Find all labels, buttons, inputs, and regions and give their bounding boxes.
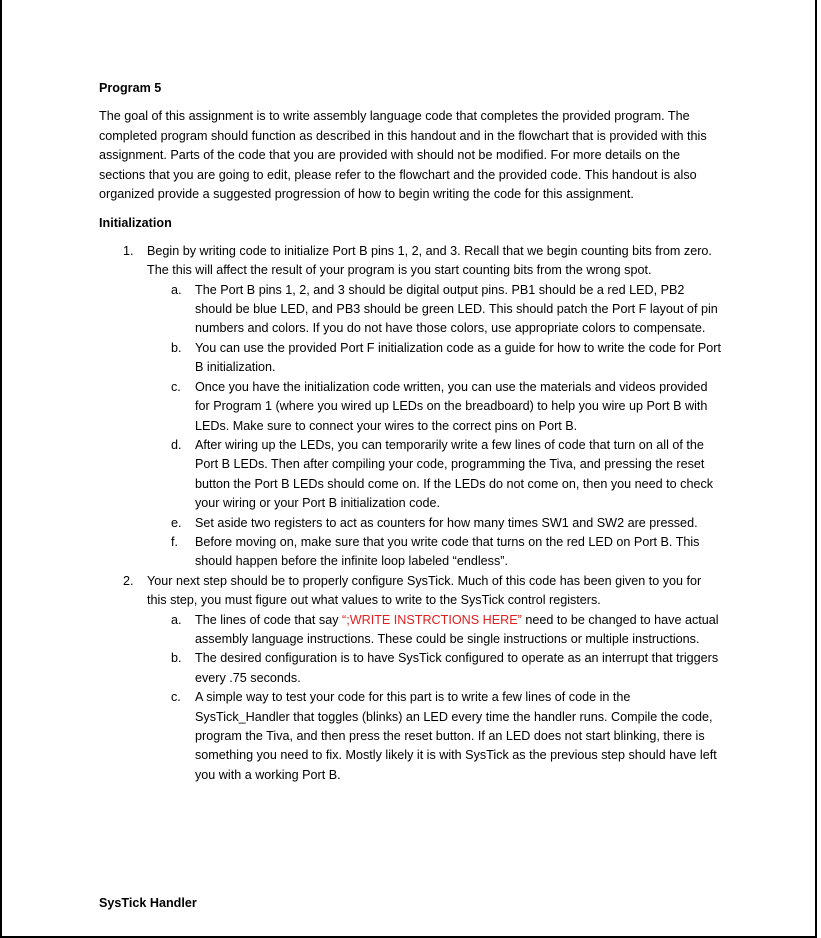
list-number: 2.	[123, 573, 134, 588]
sub-item-text: Set aside two registers to act as counters for how many times SW1 and SW2 are pressed.	[195, 515, 698, 530]
sub-letter: b.	[171, 651, 182, 666]
sub-item-text: Before moving on, make sure that you write code that turns on the red LED on Port B. This should happen before the infinite loop labeled “endless”.	[195, 534, 700, 569]
sub-item-text: Once you have the initialization code written, you can use the materials and videos provided for Program 1 (where you wired up LEDs on the breadboard) to help you wire up Port B with LEDs. Make sure to connect your wires to the correct pins on Port B.	[195, 379, 708, 433]
initialization-heading: Initialization	[99, 216, 172, 231]
sub-item-text: The desired configuration is to have SysTick configured to operate as an interrupt that triggers every .75 seconds.	[195, 651, 719, 685]
sub-item-text: A simple way to test your code for this part is to write a few lines of code in the SysTick_Handler that toggles (blinks) an LED every time the handler runs. Compile the code, program the Tiva, and then press the reset button. If an LED does not start blinking, there is something you need to fix. Mostly likely it is with SysTick as the previous step should have left you with a working Port B.	[195, 690, 717, 782]
list-item-text: Your next step should be to properly configure SysTick. Much of this code has been given to you for this step, you must figure out what values to write to the SysTick control registers.	[147, 573, 702, 608]
sub-item-1f	[99, 533, 724, 572]
list-item-2	[99, 572, 724, 611]
sub-letter: a.	[171, 612, 182, 627]
sub-item-text: You can use the provided Port F initialization code as a guide for how to write the code for Port B initialization.	[195, 340, 721, 375]
list-item-1	[99, 242, 724, 281]
sub-item-2a	[99, 611, 724, 650]
sub-item-text: The Port B pins 1, 2, and 3 should be digital output pins. PB1 should be a red LED, PB2 should be blue LED, and PB3 should be green LED. This should patch the Port F layout of pin numbers and colors. If you do not have those colors, use appropriate colors to compensate.	[195, 282, 718, 336]
sub-item-2c	[99, 688, 724, 785]
sub-item-1c	[99, 378, 724, 436]
text-before-highlight: The lines of code that say	[195, 612, 343, 627]
text-after-highlight: need to be changed to have actual assembly language instructions. These could be single instructions or multiple instructions.	[195, 612, 719, 646]
intro-paragraph: The goal of this assignment is to write assembly language code that completes the provided program. The completed program should function as described in this handout and in the flowchart that is provided with this assignment. Parts of the code that you are provided with should not be modified. For more details on the sections that you are going to edit, please refer to the flowchart and the provided code. This handout is also organized provide a suggested progression of how to begin writing the code for this assignment.	[99, 109, 707, 202]
list-item-text: Begin by writing code to initialize Port B pins 1, 2, and 3. Recall that we begin counting bits from zero. The this will affect the result of your program is you start counting bits from the wrong spot.	[147, 243, 712, 278]
sub-letter: a.	[171, 282, 182, 297]
list-number: 1.	[123, 243, 134, 258]
sub-item-text	[195, 611, 724, 650]
sub-item-text: After wiring up the LEDs, you can temporarily write a few lines of code that turn on all of the Port B LEDs. Then after compiling your code, programming the Tiva, and pressing the reset button the Port B LEDs should come on. If the LEDs do not come on, then you need to check your wiring or your Port B initialization code.	[195, 437, 714, 511]
highlighted-code-text: “;WRITE INSTRCTIONS HERE”	[342, 612, 522, 627]
sub-letter: b.	[171, 340, 182, 355]
sub-letter: d.	[171, 437, 182, 452]
sub-letter: c.	[171, 379, 181, 394]
sub-item-1b	[99, 339, 724, 378]
sub-letter: e.	[171, 515, 182, 530]
sub-item-1a	[99, 281, 724, 339]
sub-letter: c.	[171, 690, 181, 705]
systick-heading: SysTick Handler	[99, 896, 197, 910]
document-body	[99, 79, 724, 785]
sub-item-1d	[99, 436, 724, 514]
sub-item-2b	[99, 649, 724, 688]
sub-item-1e	[99, 514, 724, 533]
sub-letter: f.	[171, 534, 178, 549]
program-title: Program 5	[99, 81, 162, 95]
